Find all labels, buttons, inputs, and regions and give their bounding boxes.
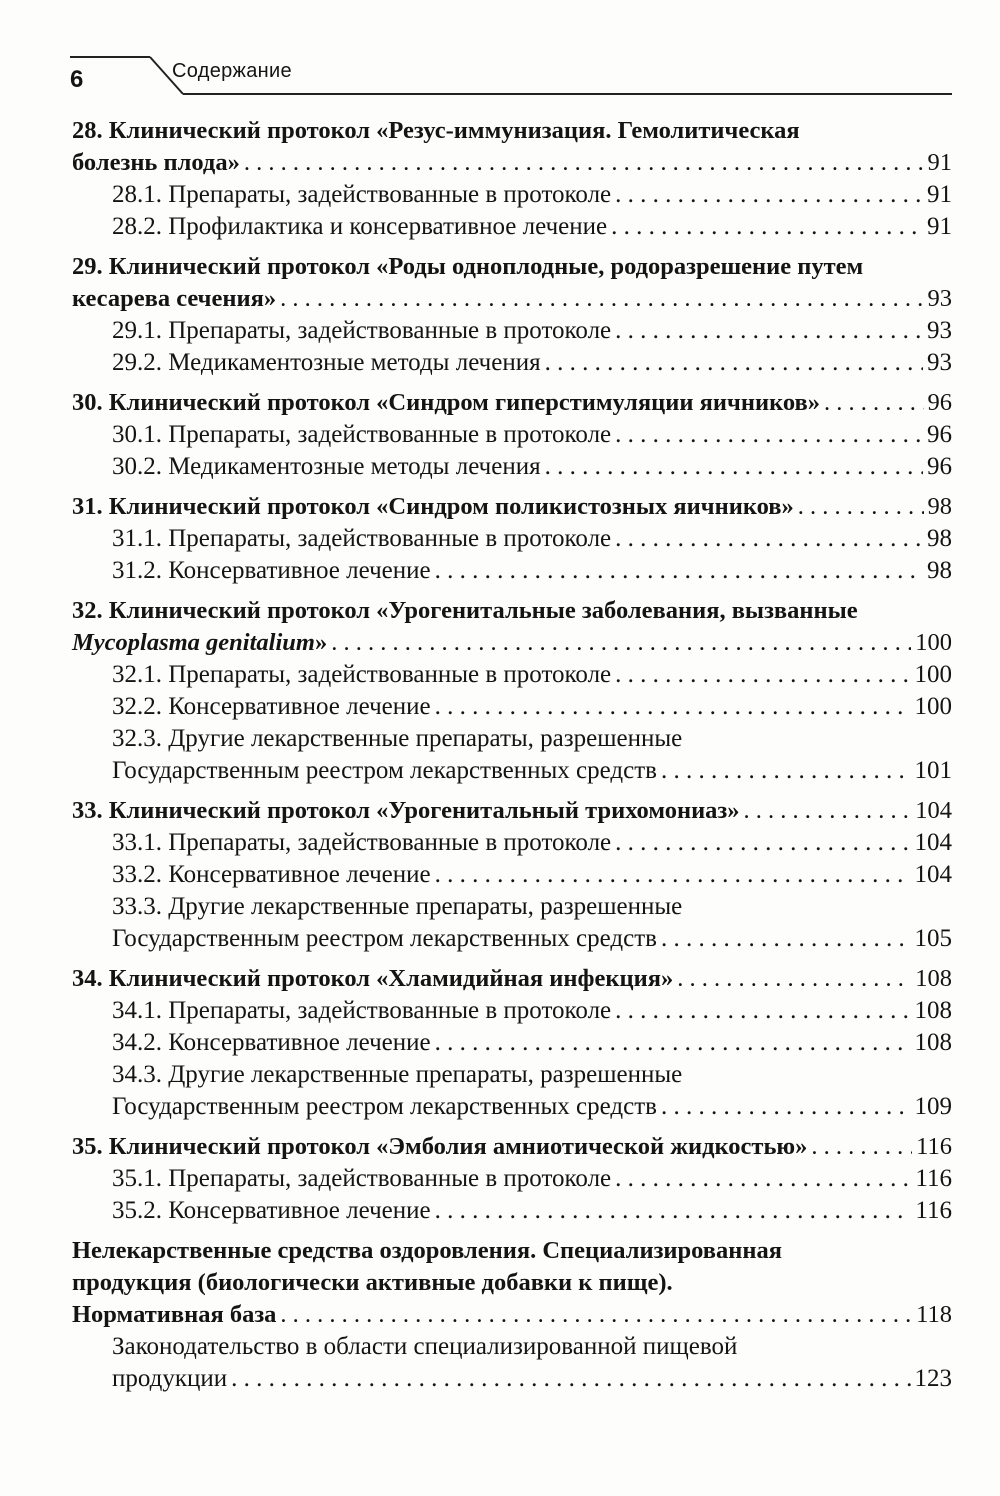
toc-entry-text: 33.2. Консервативное лечение	[112, 861, 431, 888]
toc-entry-line	[72, 995, 952, 1027]
toc-heading-line	[72, 387, 952, 419]
toc-entry-line	[72, 691, 952, 723]
toc-entry-text: Государственным реестром лекарственных средств	[112, 925, 657, 952]
toc-page-number: 98	[927, 557, 952, 584]
header-rule	[0, 0, 1000, 110]
dot-leader	[661, 923, 911, 955]
toc-entry-text: 28.1. Препараты, задействованные в протоколе	[112, 181, 612, 208]
toc-entry-line	[72, 1091, 952, 1123]
toc-entry-text: 30.2. Медикаментозные методы лечения	[112, 453, 541, 480]
toc-page-number: 96	[927, 421, 952, 448]
toc-section	[72, 387, 952, 483]
toc-heading-line	[72, 1131, 952, 1163]
toc-entry-text: продукция (биологически активные добавки к пище).	[72, 1269, 673, 1296]
toc-entry-italic-text: Mycoplasma genitalium	[72, 629, 315, 656]
toc-entry-line	[72, 1059, 952, 1091]
toc-entry-text: 28.2. Профилактика и консервативное лечение	[112, 213, 608, 240]
toc-page-number: 104	[914, 829, 952, 856]
toc-entry-text: 32.1. Препараты, задействованные в протоколе	[112, 661, 612, 688]
toc-entry-line	[72, 891, 952, 923]
dot-leader	[615, 179, 923, 211]
toc-page-number: 98	[927, 525, 952, 552]
dot-leader	[545, 347, 923, 379]
toc-heading-line	[72, 1235, 952, 1267]
toc-entry-line	[72, 1331, 952, 1363]
toc-page-number: 108	[914, 1029, 952, 1056]
toc-entry-text: 28. Клинический протокол «Резус-иммунизация. Гемолитическая	[72, 117, 800, 144]
toc-page-number: 109	[914, 1093, 952, 1120]
dot-leader	[798, 491, 924, 523]
dot-leader	[661, 1091, 911, 1123]
toc-heading-line	[72, 283, 952, 315]
toc-heading-line	[72, 963, 952, 995]
toc-page-number: 93	[927, 285, 952, 312]
dot-leader	[280, 283, 923, 315]
dot-leader	[545, 451, 923, 483]
toc-page-number: 93	[927, 317, 952, 344]
toc-page-number: 116	[916, 1133, 952, 1160]
toc-page-number: 101	[914, 757, 952, 784]
toc-entry-line	[72, 347, 952, 379]
dot-leader	[824, 387, 924, 419]
toc-entry-text	[72, 627, 327, 659]
toc-page-number: 116	[915, 1165, 952, 1192]
toc-page-number: 91	[927, 149, 952, 176]
toc-section	[72, 251, 952, 379]
toc-entry-text: болезнь плода»	[72, 149, 240, 176]
toc-entry-text: продукции	[112, 1365, 228, 1392]
toc-heading-line	[72, 627, 952, 659]
toc-entry-line	[72, 755, 952, 787]
toc-entry-line	[72, 523, 952, 555]
toc-section	[72, 795, 952, 955]
toc-entry-text: 34.3. Другие лекарственные препараты, разрешенные	[112, 1061, 683, 1088]
toc-entry-line	[72, 1195, 952, 1227]
toc-page-number: 96	[927, 389, 952, 416]
toc-entry-text: 35.2. Консервативное лечение	[112, 1197, 431, 1224]
toc-page-number: 93	[927, 349, 952, 376]
toc-entry-text: 30.1. Препараты, задействованные в протоколе	[112, 421, 612, 448]
toc-entry-text: 32.3. Другие лекарственные препараты, разрешенные	[112, 725, 683, 752]
toc-entry-text: кесарева сечения»	[72, 285, 277, 312]
toc-entry-line	[72, 827, 952, 859]
dot-leader	[615, 315, 923, 347]
toc-entry-text: 29. Клинический протокол «Роды одноплодные, родоразрешение путем	[72, 253, 864, 280]
toc-entry-text: 35. Клинический протокол «Эмболия амниотической жидкостью»	[72, 1133, 808, 1160]
toc-entry-line	[72, 1363, 952, 1395]
dot-leader	[615, 827, 910, 859]
toc-heading-line	[72, 491, 952, 523]
toc-entry-text: 33. Клинический протокол «Урогенитальный трихомониаз»	[72, 797, 740, 824]
toc-entry-line	[72, 179, 952, 211]
toc-heading-line	[72, 115, 952, 147]
toc-page-number: 105	[914, 925, 952, 952]
toc-section	[72, 1235, 952, 1395]
toc-entry-text: Государственным реестром лекарственных средств	[112, 757, 657, 784]
toc-entry-line	[72, 659, 952, 691]
toc-entry-text: Нормативная база	[72, 1301, 277, 1328]
toc-page-number: 108	[914, 997, 952, 1024]
toc-heading-line	[72, 795, 952, 827]
table-of-contents	[72, 115, 952, 1403]
toc-section	[72, 963, 952, 1123]
toc-page-number: 104	[914, 861, 952, 888]
toc-heading-line	[72, 147, 952, 179]
dot-leader	[331, 627, 911, 659]
dot-leader	[231, 1363, 910, 1395]
section-title: Содержание	[172, 60, 292, 82]
toc-page-number: 91	[927, 213, 952, 240]
dot-leader	[435, 1195, 912, 1227]
dot-leader	[661, 755, 911, 787]
toc-entry-line	[72, 1027, 952, 1059]
toc-entry-text: 31.1. Препараты, задействованные в протоколе	[112, 525, 612, 552]
toc-entry-text: 33.1. Препараты, задействованные в протоколе	[112, 829, 612, 856]
toc-entry-text: 34. Клинический протокол «Хламидийная инфекция»	[72, 965, 674, 992]
toc-entry-text: 31. Клинический протокол «Синдром поликистозных яичников»	[72, 493, 794, 520]
dot-leader	[615, 523, 923, 555]
dot-leader	[611, 211, 923, 243]
toc-entry-line	[72, 723, 952, 755]
toc-entry-line	[72, 555, 952, 587]
toc-page-number: 91	[927, 181, 952, 208]
toc-entry-text: 29.1. Препараты, задействованные в протоколе	[112, 317, 612, 344]
dot-leader	[677, 963, 911, 995]
toc-page-number: 104	[915, 797, 952, 824]
toc-entry-text: 35.1. Препараты, задействованные в протоколе	[112, 1165, 612, 1192]
toc-page-number: 98	[927, 493, 952, 520]
toc-entry-text: 34.2. Консервативное лечение	[112, 1029, 431, 1056]
toc-entry-text: 32. Клинический протокол «Урогенитальные заболевания, вызванные	[72, 597, 858, 624]
dot-leader	[435, 859, 911, 891]
toc-entry-line	[72, 859, 952, 891]
toc-entry-text: 33.3. Другие лекарственные препараты, разрешенные	[112, 893, 683, 920]
dot-leader	[811, 1131, 912, 1163]
dot-leader	[435, 691, 911, 723]
toc-entry-text: Нелекарственные средства оздоровления. Специализированная	[72, 1237, 783, 1264]
toc-entry-line	[72, 923, 952, 955]
toc-heading-line	[72, 251, 952, 283]
toc-entry-text: 32.2. Консервативное лечение	[112, 693, 431, 720]
toc-entry-line	[72, 451, 952, 483]
toc-entry-text: 29.2. Медикаментозные методы лечения	[112, 349, 541, 376]
toc-heading-line	[72, 1267, 952, 1299]
toc-section	[72, 115, 952, 243]
toc-entry-line	[72, 1163, 952, 1195]
dot-leader	[280, 1299, 912, 1331]
toc-page-number: 100	[914, 661, 952, 688]
dot-leader	[435, 555, 923, 587]
page-number: 6	[70, 66, 84, 93]
toc-section	[72, 595, 952, 787]
toc-page-number: 100	[914, 693, 952, 720]
dot-leader	[615, 419, 923, 451]
toc-entry-line	[72, 419, 952, 451]
toc-entry-line	[72, 315, 952, 347]
toc-page-number: 118	[916, 1301, 952, 1328]
toc-section	[72, 491, 952, 587]
toc-entry-text: 34.1. Препараты, задействованные в протоколе	[112, 997, 612, 1024]
toc-page-number: 123	[914, 1365, 952, 1392]
toc-page-number: 100	[915, 629, 952, 656]
toc-entry-text: Законодательство в области специализированной пищевой	[112, 1333, 738, 1360]
toc-entry-text: Государственным реестром лекарственных средств	[112, 1093, 657, 1120]
page-header	[0, 0, 1000, 110]
toc-entry-suffix: »	[314, 629, 328, 656]
dot-leader	[244, 147, 924, 179]
toc-page-number: 96	[927, 453, 952, 480]
dot-leader	[615, 659, 910, 691]
toc-entry-text: 30. Клинический протокол «Синдром гиперстимуляции яичников»	[72, 389, 820, 416]
dot-leader	[435, 1027, 911, 1059]
toc-page-number: 116	[915, 1197, 952, 1224]
toc-entry-text: 31.2. Консервативное лечение	[112, 557, 431, 584]
dot-leader	[615, 995, 910, 1027]
toc-entry-line	[72, 211, 952, 243]
toc-section	[72, 1131, 952, 1227]
toc-heading-line	[72, 595, 952, 627]
toc-heading-line	[72, 1299, 952, 1331]
toc-page-number: 108	[915, 965, 952, 992]
dot-leader	[615, 1163, 911, 1195]
dot-leader	[744, 795, 912, 827]
